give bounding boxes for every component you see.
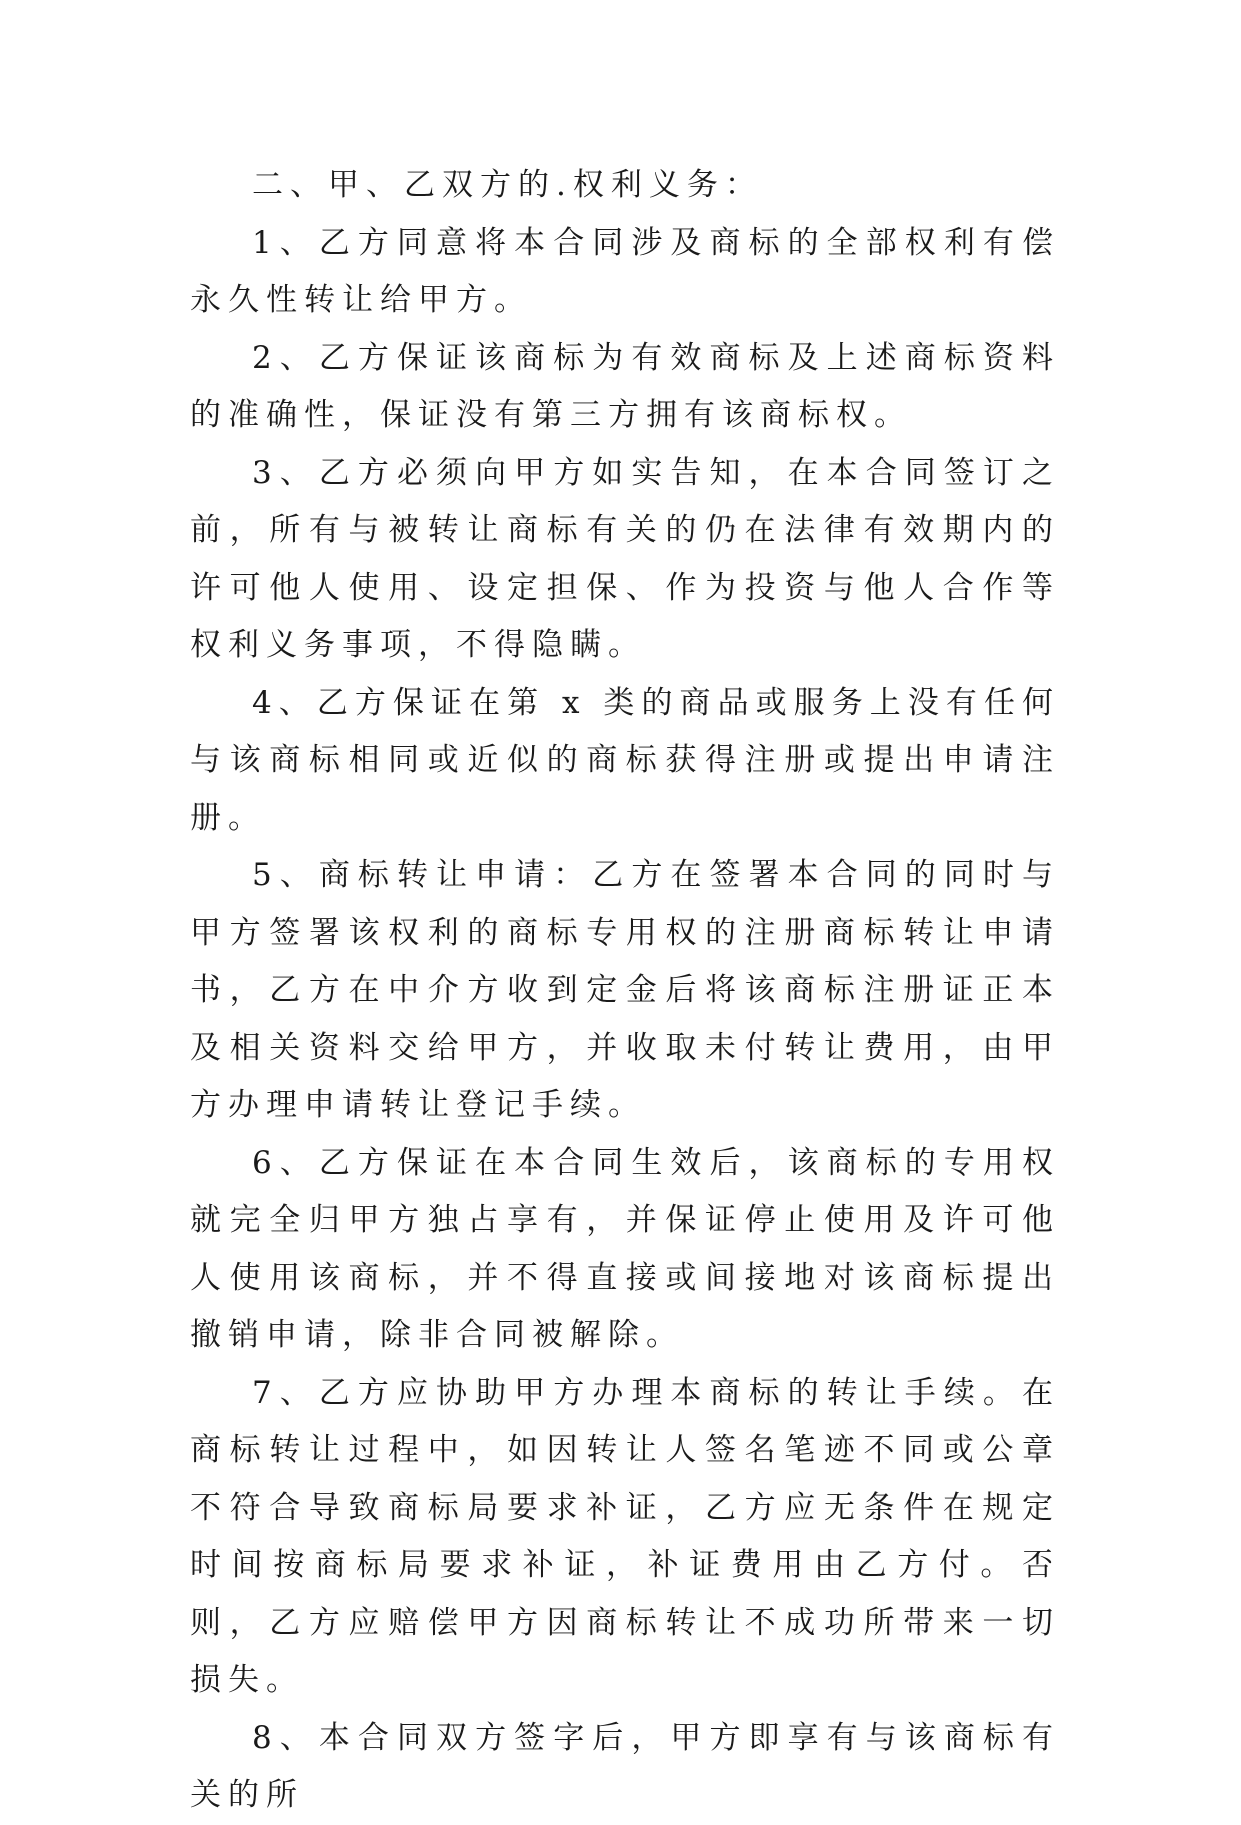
clause-5: 5、商标转让申请：乙方在签署本合同的同时与甲方签署该权利的商标专用权的注册商标转让申请书，乙方在中介方收到定金后将该商标注册证正本及相关资料交给甲方，并收取未付转让费用，由甲方办理申请转让登记手续。 [190, 857, 1060, 1123]
clause-6: 6、乙方保证在本合同生效后，该商标的专用权就完全归甲方独占享有，并保证停止使用及许可他人使用该商标，并不得直接或间接地对该商标提出撤销申请，除非合同被解除。 [190, 1144, 1060, 1353]
clause-2: 2、乙方保证该商标为有效商标及上述商标资料的准确性，保证没有第三方拥有该商标权。 [190, 339, 1060, 433]
clause-8: 8、本合同双方签字后，甲方即享有与该商标有关的所 [190, 1719, 1060, 1813]
clause-7: 7、乙方应协助甲方办理本商标的转让手续。在商标转让过程中，如因转让人签名笔迹不同或公章不符合导致商标局要求补证，乙方应无条件在规定时间按商标局要求补证，补证费用由乙方付。否则，乙方应赔偿甲方因商标转让不成功所带来一切损失。 [190, 1374, 1060, 1698]
section-heading: 二、甲、乙双方的.权利义务： [252, 167, 763, 203]
clause-3: 3、乙方必须向甲方如实告知，在本合同签订之前，所有与被转让商标有关的仍在法律有效期内的许可他人使用、设定担保、作为投资与他人合作等权利义务事项，不得隐瞒。 [190, 454, 1060, 663]
clause-4: 4、乙方保证在第 x 类的商品或服务上没有任何与该商标相同或近似的商标获得注册或提出申请注册。 [190, 684, 1060, 836]
clause-1: 1、乙方同意将本合同涉及商标的全部权利有偿永久性转让给甲方。 [190, 224, 1060, 318]
document-body [190, 157, 1060, 1825]
